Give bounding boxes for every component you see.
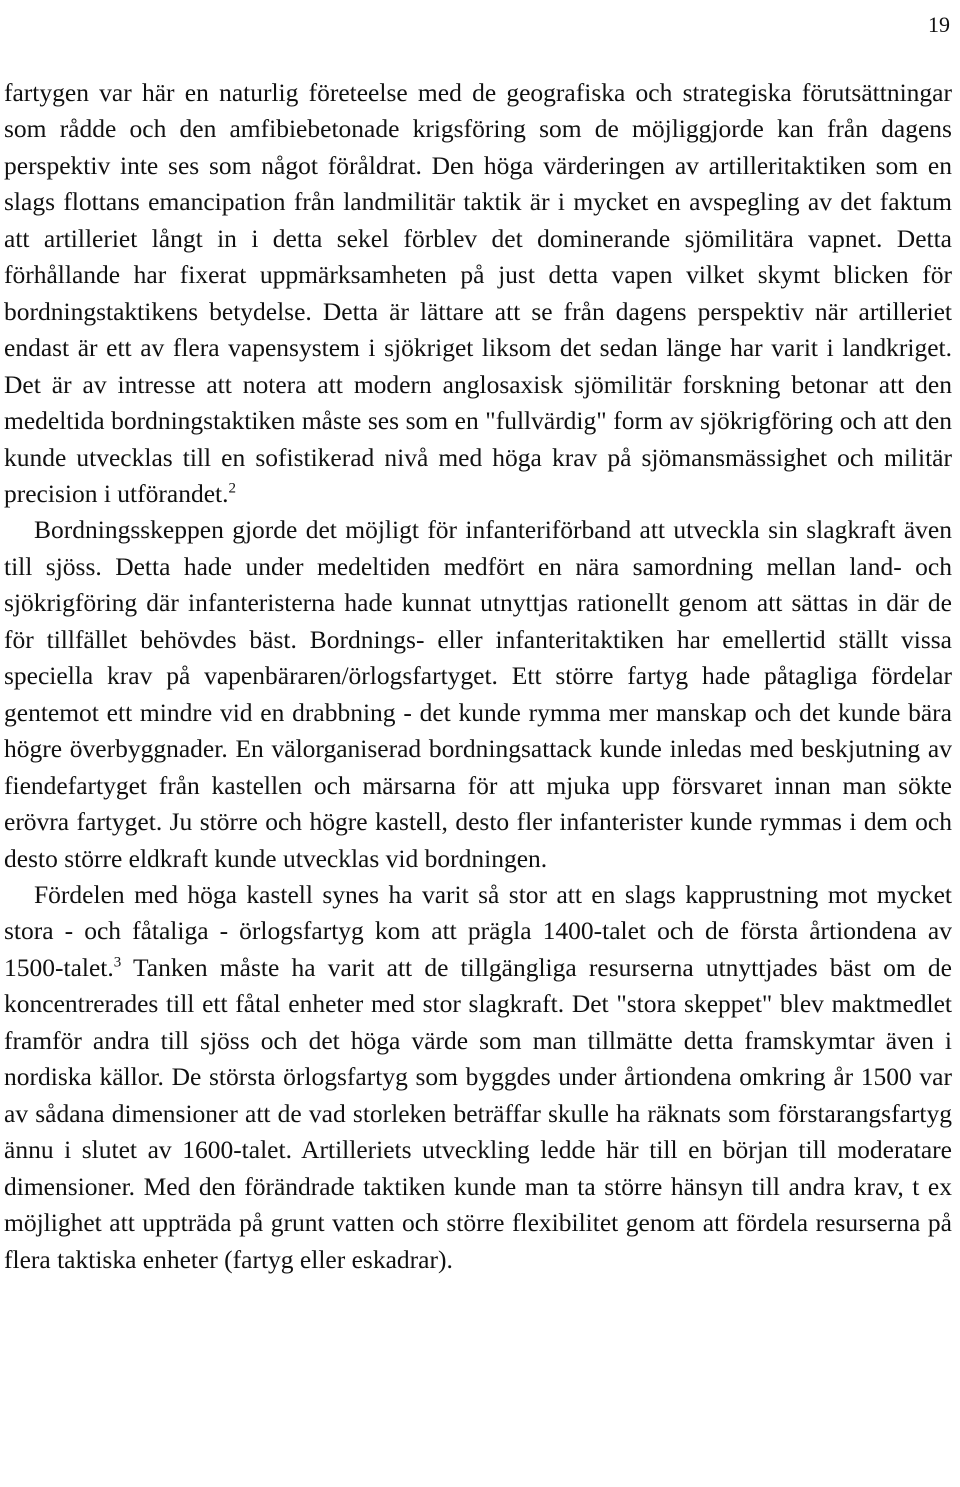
paragraph-2 <box>4 512 952 877</box>
paragraph-3 <box>4 877 952 1278</box>
paragraph-3-text-start: Fördelen med höga kastell synes ha varit så stor att en slags kapprustning mot mycket stora - och fåtaliga - örlogsfartyg kom att prägla 1400-talet och de första årtiondena av 1500-talet. <box>4 879 952 982</box>
footnote-marker-2: 2 <box>228 480 236 497</box>
paragraph-1-text: fartygen var här en naturlig företeelse med de geografiska och strategiska förutsättningar som rådde och den amfibiebetonade krigsföring som de möjliggjorde kan från dagens perspektiv inte ses som något föråldrat. Den höga värderingen av artilleritaktiken som en slags flottans emancipation från landmilitär taktik är i mycket en avspegling av det faktum att artilleriet långt in i detta sekel förblev det dominerande sjömilitära vapnet. Detta förhållande har fixerat uppmärksamheten på just detta vapen vilket skymt blicken för bordningstaktikens betydelse. Detta är lättare att se från dagens perspektiv när artilleriet endast är ett av flera vapensystem i sjökriget liksom det sedan länge har varit i landkriget. Det är av intresse att notera att modern anglosaxisk sjömilitär forskning betonar att den medeltida bordningstaktiken måste ses som en "fullvärdig" form av sjökrigföring och att den kunde utvecklas till en sofistikerad nivå med höga krav på sjömansmässighet och militär precision i utförandet. <box>4 78 952 508</box>
paragraph-1 <box>4 75 952 512</box>
paragraph-3-text-end: Tanken måste ha varit att de tillgängliga resurserna utnyttjades bäst om de koncentrerades till ett fåtal enheter med stor slagkraft. Det "stora skeppet" blev maktmedlet framför andra till sjöss och det höga värde som man tillmätte detta framskymtar även i nordiska källor. De största örlogsfartyg som byggdes under årtiondena omkring år 1500 var av sådana dimensioner att de vad storleken beträffar skulle ha räknats som förstarangsfartyg ännu i slutet av 1600-talet. Artilleriets utveckling ledde här till en början till moderatare dimensioner. Med den förändrade taktiken kunde man ta större hänsyn till andra krav, t ex möjlighet att uppträda på grunt vatten och större flexibilitet genom att fördela resurserna på flera taktiska enheter (fartyg eller eskadrar). <box>4 952 952 1274</box>
footnote-marker-3: 3 <box>113 954 122 971</box>
paragraph-2-text: Bordningsskeppen gjorde det möjligt för infanteriförband att utveckla sin slagkraft även till sjöss. Detta hade under medeltiden medfört en nära samordning mellan land- och sjökrigföring där infanteristerna hade kunnat utnyttjas rationellt genom att sättas in där de för tillfället behövdes bäst. Bordnings- eller infanteritaktiken har emellertid ställt vissa speciella krav på vapenbäraren/örlogsfartyget. Ett större fartyg hade påtagliga fördelar gentemot ett mindre vid en drabbning - det kunde rymma mer manskap och det kunde bära högre överbyggnader. En välorganiserad bordningsattack kunde inledas med beskjutning av fiendefartyget från kastellen och märsarna för att mjuka upp försvaret innan man sökte erövra fartyget. Ju större och högre kastell, desto fler infanterister kunde rymmas i dem och desto större eldkraft kunde utvecklas vid bordningen. <box>4 515 952 873</box>
page-number: 19 <box>928 12 950 37</box>
body-text <box>4 75 952 1278</box>
